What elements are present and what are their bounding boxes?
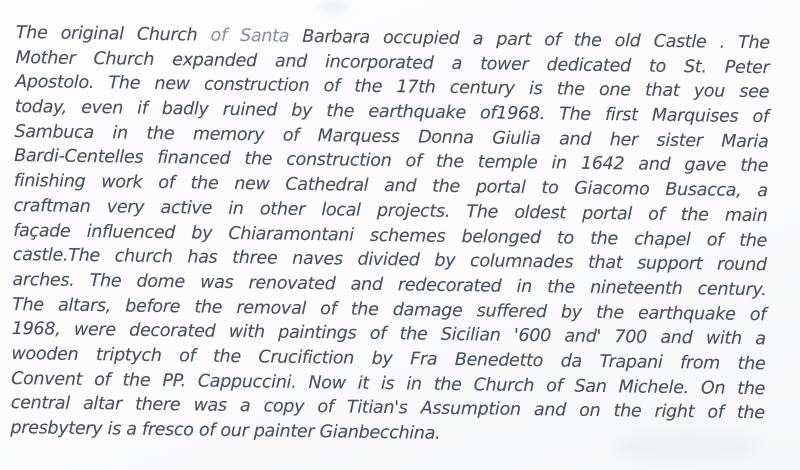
text-segment: Bardi-Centelles financed the construction of the temple in 1642 and gave the	[14, 146, 769, 177]
text-segment: finishing work of the new Cathedral and the portal to Giacomo Busacca, a	[13, 171, 768, 202]
text-segment: Convent of the PP. Cappuccini. Now it is in the Church of San Michele. On the	[11, 368, 766, 399]
text-segment: The original Church	[15, 23, 211, 46]
text-segment: façade influenced by Chiaramontani schemes belonged to the chapel of the	[13, 220, 768, 251]
photo-smudge-top	[318, 2, 348, 12]
text-segment: central altar there was a copy of Titian's Assumption and on the right of the	[10, 393, 765, 424]
text-segment: craftman very active in other local projects. The oldest portal of the main	[13, 195, 768, 227]
text-segment: wooden triptych of the Crucifiction by Fra Benedetto da Trapani from the	[11, 343, 766, 375]
text-segment: Mother Church expanded and incorporated a tower dedicated to St. Peter	[15, 47, 770, 78]
text-segment: Sambuca in the memory of Marquess Donna Giulia and her sister Maria	[14, 121, 769, 153]
text-segment: castle.The church has three naves divided by columnades that support round	[12, 245, 767, 276]
faded-text-segment: of Santa	[210, 25, 303, 47]
text-segment: Barbara occupied a part of the old Castle . The	[302, 26, 770, 54]
text-segment: arches. The dome was renovated and redecorated in the nineteenth century.	[12, 269, 767, 301]
text-segment: The altars, before the removal of the damage suffered by the earthquake of	[12, 294, 767, 325]
text-segment: presbytery is a fresco of our painter Gianbecchina.	[10, 417, 441, 444]
sign-text-block	[10, 23, 770, 453]
text-segment: today, even if badly ruined by the earthquake of1968. The first Marquises of	[14, 97, 769, 128]
text-segment: Apostolo. The new construction of the 17th century is the one that you see	[15, 72, 770, 103]
text-segment: 1968, were decorated with paintings of the Sicilian '600 and' 700 and with a	[11, 319, 766, 350]
